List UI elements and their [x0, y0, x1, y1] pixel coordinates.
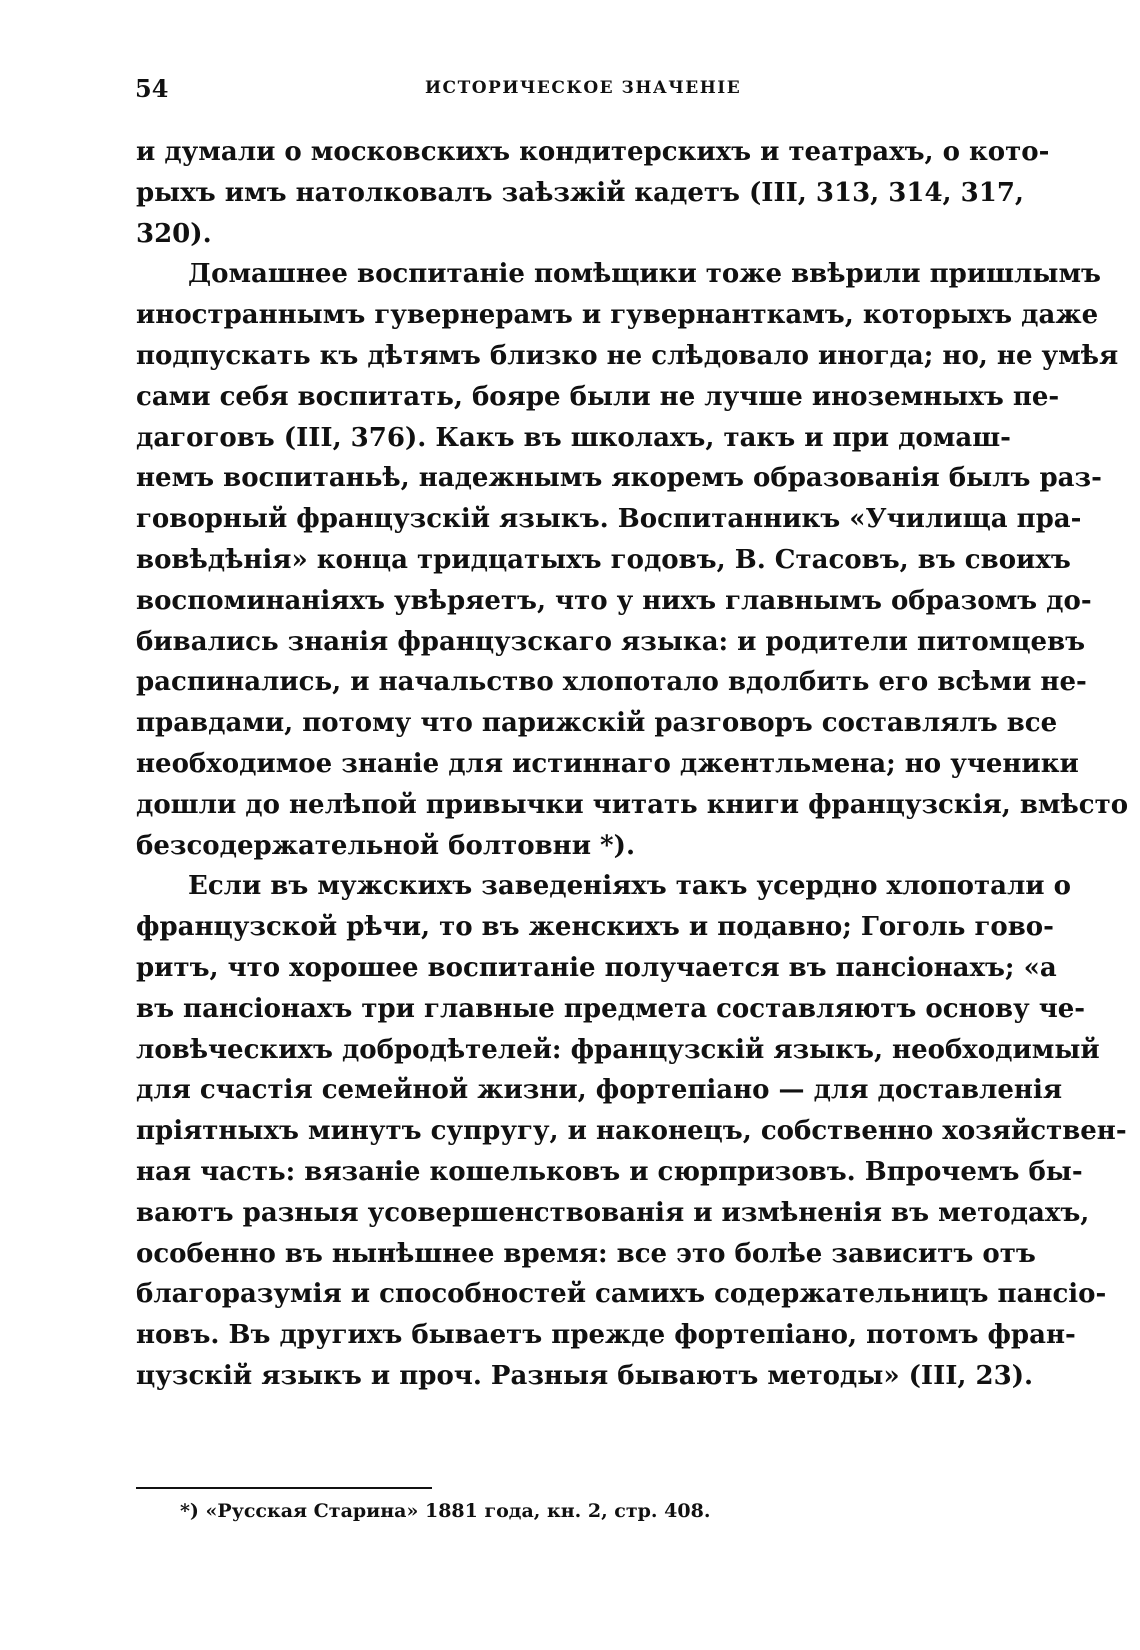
text-line: ваютъ разныя усовершенствованія и измѣненія въ методахъ,	[136, 1197, 1090, 1228]
text-line: въ пансіонахъ три главные предмета составляютъ основу че-	[136, 993, 1086, 1024]
text-line: сами себя воспитать, бояре были не лучше иноземныхъ пе-	[136, 381, 1060, 412]
body-text	[136, 132, 1129, 1397]
text-line: 320).	[136, 218, 212, 249]
running-title: ИСТОРИЧЕСКОЕ ЗНАЧЕНІЕ	[425, 78, 742, 98]
footnote: *) «Русская Старина» 1881 года, кн. 2, стр. 408.	[180, 1500, 711, 1522]
text-line: необходимое знаніе для истиннаго джентльмена; но ученики	[136, 748, 1079, 779]
text-line: вовѣдѣнія» конца тридцатыхъ годовъ, В. Стасовъ, въ своихъ	[136, 544, 1071, 575]
footnote-rule	[136, 1487, 432, 1489]
text-line: французской рѣчи, то въ женскихъ и подавно; Гоголь гово-	[136, 912, 1054, 943]
text-line: пріятныхъ минутъ супругу, и наконецъ, собственно хозяйствен-	[136, 1116, 1127, 1147]
paragraph	[136, 254, 1129, 866]
text-line: ритъ, что хорошее воспитаніе получается въ пансіонахъ; «а	[136, 952, 1057, 983]
text-line: цузскій языкъ и проч. Разныя бываютъ методы» (III, 23).	[136, 1360, 1034, 1391]
text-line: рыхъ имъ натолковалъ заѣзжій кадетъ (III, 313, 314, 317,	[136, 177, 1024, 208]
page-number: 54	[135, 74, 169, 103]
text-line: благоразумія и способностей самихъ содержательницъ пансіо-	[136, 1279, 1107, 1310]
text-line: новъ. Въ другихъ бываетъ прежде фортепіано, потомъ фран-	[136, 1320, 1076, 1351]
text-line: немъ воспитаньѣ, надежнымъ якоремъ образованія былъ раз-	[136, 463, 1102, 494]
text-line: распинались, и начальство хлопотало вдолбить его всѣми не-	[136, 667, 1087, 698]
text-line: особенно въ нынѣшнее время: все это болѣе зависитъ отъ	[136, 1238, 1036, 1269]
text-line: Если въ мужскихъ заведеніяхъ такъ усердно хлопотали о	[188, 871, 1071, 902]
text-line: иностраннымъ гувернерамъ и гувернанткамъ, которыхъ даже	[136, 300, 1099, 331]
text-line: говорный французскій языкъ. Воспитанникъ «Училища пра-	[136, 504, 1082, 535]
text-line: ная часть: вязаніе кошельковъ и сюрпризовъ. Впрочемъ бы-	[136, 1156, 1083, 1187]
paragraph	[136, 132, 1050, 254]
text-line: дошли до нелѣпой привычки читать книги французскія, вмѣсто	[136, 789, 1129, 820]
paragraph	[136, 866, 1127, 1396]
text-line: безсодержательной болтовни *).	[136, 830, 635, 861]
text-line: для счастія семейной жизни, фортепіано — для доставленія	[136, 1075, 1063, 1106]
text-line: воспоминаніяхъ увѣряетъ, что у нихъ главнымъ образомъ до-	[136, 585, 1092, 616]
text-line: правдами, потому что парижскій разговоръ составлялъ все	[136, 708, 1058, 739]
text-line: бивались знанія французскаго языка: и родители питомцевъ	[136, 626, 1086, 657]
page-header	[135, 74, 1010, 108]
text-line: Домашнее воспитаніе помѣщики тоже ввѣрили пришлымъ	[188, 259, 1101, 290]
text-line: дагоговъ (III, 376). Какъ въ школахъ, такъ и при домаш-	[136, 422, 1011, 453]
text-line: подпускать къ дѣтямъ близко не слѣдовало иногда; но, не умѣя	[136, 340, 1119, 371]
text-line: и думали о московскихъ кондитерскихъ и театрахъ, о кото-	[136, 137, 1050, 167]
text-line: ловѣческихъ добродѣтелей: французскій языкъ, необходимый	[136, 1034, 1100, 1065]
